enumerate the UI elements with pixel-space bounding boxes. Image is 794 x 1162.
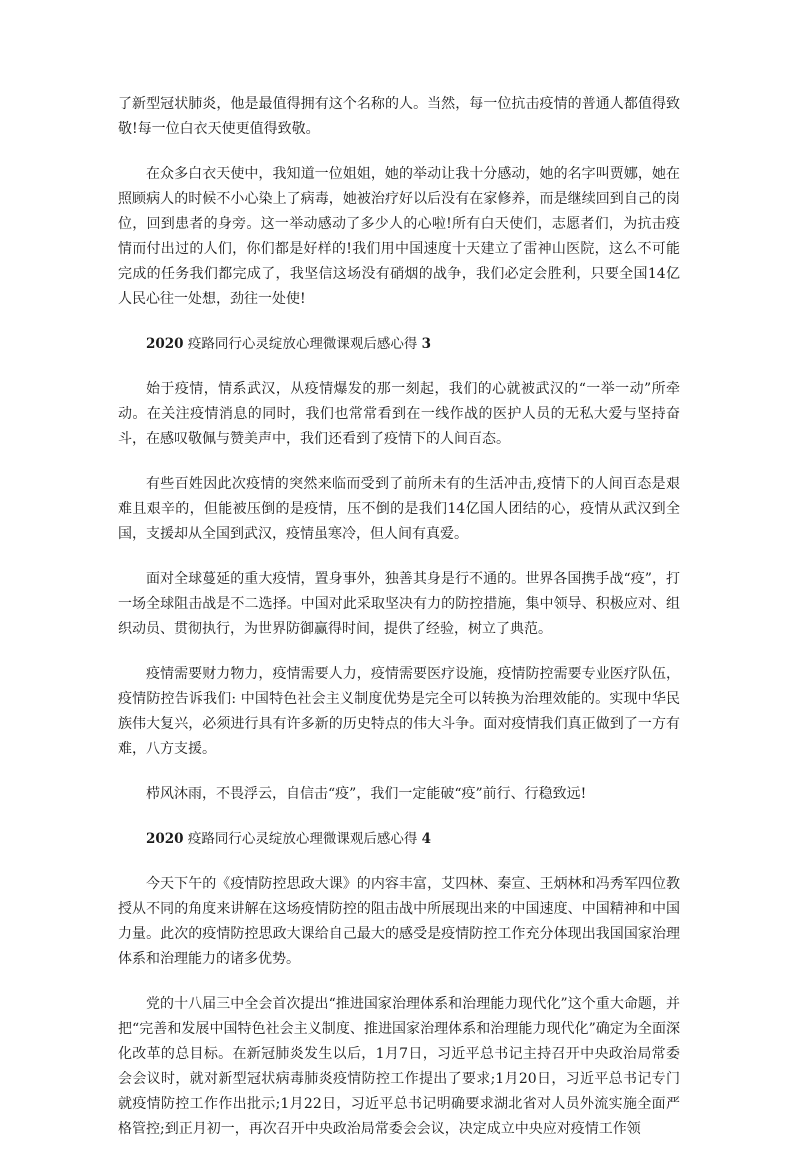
paragraph: 栉风沐雨，不畏浮云，自信击“疫”，我们一定能破“疫”前行、行稳致远! [146,786,587,802]
heading-title: 疫路同行心灵绽放心理微课观后感心得 [187,336,418,352]
paragraph: 有些百姓因此次疫情的突然来临而受到了前所未有的生活冲击,疫情下的人间百态是艰难且艰辛的，但能被压倒的是疫情，压不倒的是我们14亿国人团结的心，疫情从武汉到全国，支援却从全国到武汉，疫情虽寒冷，但人间有真爱。 [118,476,680,542]
heading-number: 3 [421,336,432,352]
paragraph: 始于疫情，情系武汉，从疫情爆发的那一刻起，我们的心就被武汉的“一举一动”所牵动。在关注疫情消息的同时，我们也常常看到在一线作战的医护人员的无私大爱与坚持奋斗，在感叹敬佩与赞美声中，我们还看到了疫情下的人间百态。 [118,381,680,447]
paragraph: 面对全球蔓延的重大疫情，置身事外，独善其身是行不通的。世界各国携手战“疫”，打一场全球阻击战是不二选择。中国对此采取坚决有力的防控措施，集中领导、积极应对、组织动员、贯彻执行，为世界防御赢得时间，提供了经验，树立了典范。 [118,571,680,637]
section-heading [118,827,680,852]
section-heading [118,332,680,357]
paragraph: 在众多白衣天使中，我知道一位姐姐，她的举动让我十分感动，她的名字叫贾娜，她在照顾病人的时候不小心染上了病毒，她被治疗好以后没有在家修养，而是继续回到自己的岗位，回到患者的身旁。这一举动感动了多少人的心啦!所有白天使们，志愿者们，为抗击疫情而付出过的人们，你们都是好样的!我们用中国速度十天建立了雷神山医院，这么不可能完成的任务我们都完成了，我坚信这场没有硝烟的战争，我们必定会胜利，只要全国14亿人民心往一处想，劲往一处使! [118,166,680,307]
heading-year: 2020 [146,336,184,352]
heading-year: 2020 [146,831,184,847]
paragraph: 党的十八届三中全会首次提出“推进国家治理体系和治理能力现代化”这个重大命题，并把“完善和发展中国特色社会主义制度、推进国家治理体系和治理能力现代化”确定为全面深化改革的总目标。在新冠肺炎发生以后，1月7日，习近平总书记主持召开中央政治局常委会会议时，就对新型冠状病毒肺炎疫情防控工作提出了要求;1月20日，习近平总书记专门就疫情防控工作作出批示;1月22日，习近平总书记明确要求湖北省对人员外流实施全面严格管控;到正月初一，再次召开中央政治局常委会会议，决定成立中央应对疫情工作领 [118,996,680,1137]
paragraph: 了新型冠状肺炎，他是最值得拥有这个名称的人。当然，每一位抗击疫情的普通人都值得致敬!每一位白衣天使更值得致敬。 [118,96,680,137]
paragraph: 今天下午的《疫情防控思政大课》的内容丰富，艾四林、秦宣、王炳林和冯秀军四位教授从不同的角度来讲解在这场疫情防控的阻击战中所展现出来的中国速度、中国精神和中国力量。此次的疫情防控思政大课给自己最大的感受是疫情防控工作充分体现出我国国家治理体系和治理能力的诸多优势。 [118,876,680,967]
heading-number: 4 [421,831,432,847]
heading-title: 疫路同行心灵绽放心理微课观后感心得 [187,831,418,847]
paragraph: 疫情需要财力物力，疫情需要人力，疫情需要医疗设施，疫情防控需要专业医疗队伍，疫情防控告诉我们: 中国特色社会主义制度优势是完全可以转换为治理效能的。实现中华民族伟大复兴，必须进行具有许多新的历史特点的伟大斗争。面对疫情我们真正做到了一方有难，八方支援。 [118,666,680,757]
document-body [118,92,680,1162]
